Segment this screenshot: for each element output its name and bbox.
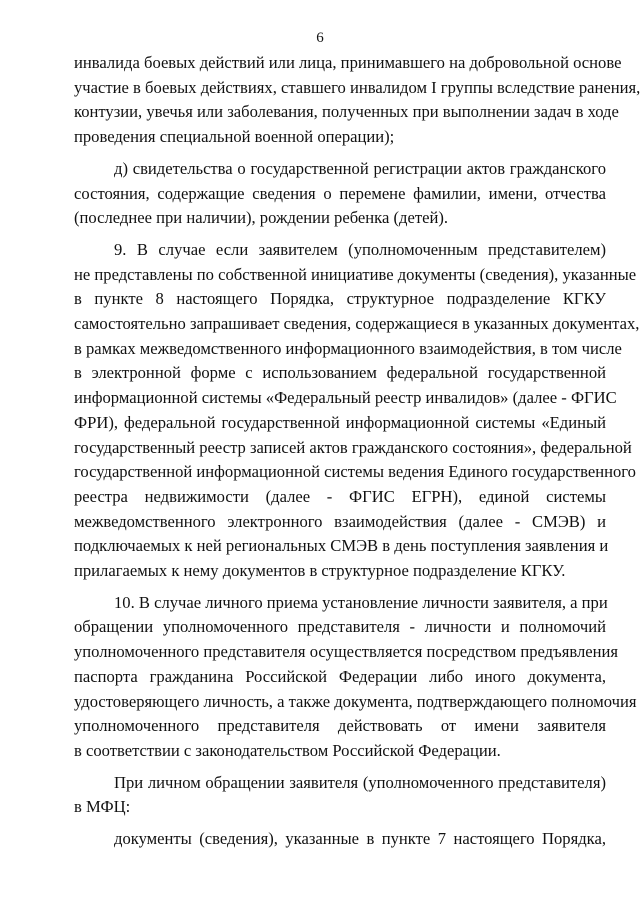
paragraph: [74, 591, 637, 764]
page-number: 6: [316, 30, 324, 46]
text-line: межведомственного электронного взаимодействия (далее - СМЭВ) и: [74, 511, 606, 531]
text-line: в МФЦ:: [74, 797, 131, 817]
text-line: 9. В случае если заявителем (уполномоченным представителем): [114, 239, 606, 259]
text-line: в электронной форме с использованием федеральной государственной: [74, 363, 606, 383]
text-line: 10. В случае личного приема установление личности заявителя, а при: [114, 592, 608, 612]
text-line: (последнее при наличии), рождении ребенка (детей).: [74, 208, 448, 228]
text-line: участие в боевых действиях, ставшего инвалидом I группы вследствие ранения,: [74, 77, 640, 97]
text-line: подключаемых к ней региональных СМЭВ в день поступления заявления и: [74, 536, 609, 556]
text-line: контузии, увечья или заболевания, полученных при выполнении задач в ходе: [74, 102, 619, 122]
paragraph: [74, 157, 606, 231]
text-line: документы (сведения), указанные в пункте 7 настоящего Порядка,: [114, 829, 606, 849]
text-line: информационной системы «Федеральный реестр инвалидов» (далее - ФГИС: [74, 388, 617, 408]
text-line: уполномоченного представителя осуществляется посредством предъявления: [74, 642, 618, 662]
text-line: инвалида боевых действий или лица, принимавшего на добровольной основе: [74, 53, 622, 72]
text-line: паспорта гражданина Российской Федерации либо иного документа,: [74, 666, 606, 686]
paragraph: [74, 827, 606, 852]
text-line: реестра недвижимости (далее - ФГИС ЕГРН), единой системы: [74, 486, 606, 506]
text-line: обращении уполномоченного представителя - личности и полномочий: [74, 617, 606, 637]
document-body: [74, 51, 640, 852]
text-line: д) свидетельства о государственной регистрации актов гражданского: [114, 158, 606, 178]
text-line: уполномоченного представителя действовать от имени заявителя: [74, 716, 606, 736]
text-line: государственный реестр записей актов гражданского состояния», федеральной: [74, 437, 632, 457]
text-line: проведения специальной военной операции);: [74, 127, 395, 147]
text-line: прилагаемых к нему документов в структурное подразделение КГКУ.: [74, 561, 566, 581]
text-line: удостоверяющего личность, а также документа, подтверждающего полномочия: [74, 691, 637, 711]
text-line: в пункте 8 настоящего Порядка, структурное подразделение КГКУ: [74, 289, 606, 309]
text-line: При личном обращении заявителя (уполномоченного представителя): [114, 772, 606, 792]
text-line: не представлены по собственной инициативе документы (сведения), указанные: [74, 264, 637, 284]
text-line: в рамках межведомственного информационного взаимодействия, в том числе: [74, 338, 622, 358]
paragraph: [74, 238, 640, 584]
text-line: самостоятельно запрашивает сведения, содержащиеся в указанных документах,: [74, 314, 640, 334]
paragraph: [74, 771, 606, 820]
text-line: состояния, содержащие сведения о перемене фамилии, имени, отчества: [74, 183, 606, 203]
text-line: в соответствии с законодательством Российской Федерации.: [74, 740, 501, 760]
text-line: государственной информационной системы ведения Единого государственного: [74, 462, 636, 482]
text-line: ФРИ), федеральной государственной информационной системы «Единый: [74, 412, 606, 432]
paragraph: [74, 51, 640, 150]
